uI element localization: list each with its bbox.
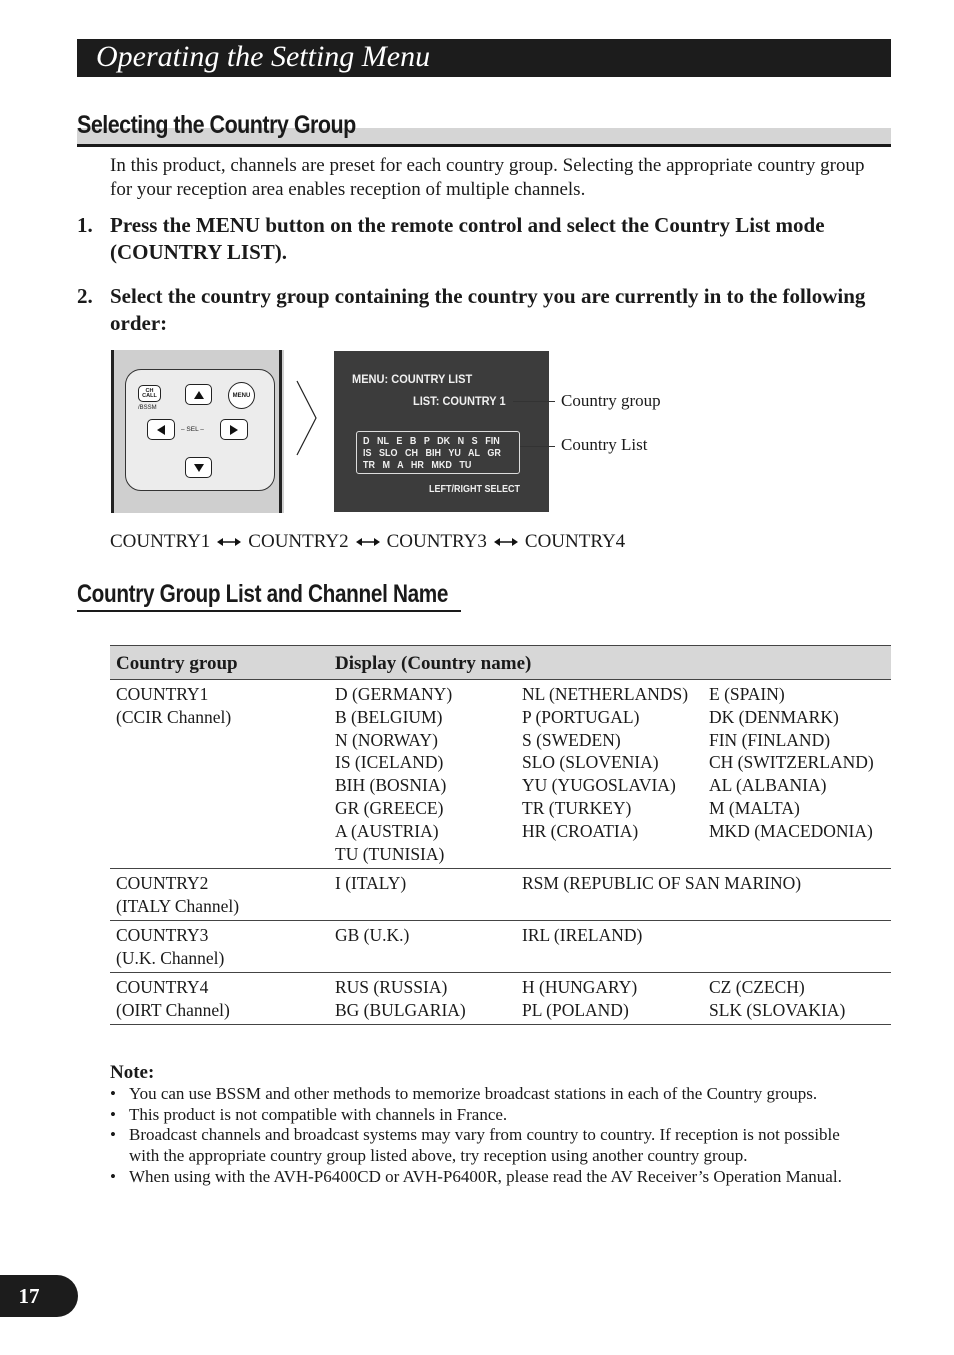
remote-edge: [111, 350, 114, 513]
note-item: [110, 1125, 870, 1166]
cell-country: H (HUNGARY) PL (POLAND): [522, 977, 638, 1020]
cell-country: GB (U.K.): [335, 925, 410, 945]
screen-country-row: D NL E B P DK N S FIN: [363, 436, 500, 447]
left-arrow-icon: [157, 425, 165, 435]
bullet: •: [110, 1104, 116, 1124]
sequence-item: COUNTRY4: [524, 531, 626, 552]
up-arrow-icon: [194, 391, 204, 399]
display-screen: [334, 351, 549, 512]
bullet: •: [110, 1166, 116, 1186]
table-header: [110, 645, 891, 680]
cell-group: COUNTRY1 (CCIR Channel): [116, 684, 232, 727]
page-number-tab: [0, 1275, 78, 1317]
remote-edge: [279, 350, 282, 513]
pointer-arrow-icon: [294, 379, 320, 457]
cell-country: D (GERMANY) B (BELGIUM) N (NORWAY) IS (ICELAND) BIH (BOSNIA) GR (GREECE) A (AUSTRIA) TU (TUNISIA): [335, 684, 453, 864]
cell-country: E (SPAIN) DK (DENMARK) FIN (FINLAND) CH (SWITZERLAND) AL (ALBANIA) M (MALTA) MKD (MACEDONIA): [709, 684, 874, 841]
page-title: Operating the Setting Menu: [96, 40, 431, 73]
screen-title: MENU: COUNTRY LIST: [352, 372, 473, 386]
section-heading-country-group: [77, 111, 891, 148]
heading-rule: [77, 610, 461, 612]
sequence-item: COUNTRY3: [386, 531, 487, 552]
note-heading: Note:: [110, 1062, 155, 1083]
note-text: When using with the AVH-P6400CD or AVH-P6400R, please read the AV Receiver’s Operation Manual.: [129, 1166, 842, 1186]
sel-label: – SEL –: [181, 426, 204, 433]
table-row: [110, 680, 891, 869]
bullet: •: [110, 1084, 116, 1103]
section-title: Country Group List and Channel Name: [77, 580, 449, 608]
screen-list-value: LIST: COUNTRY 1: [413, 394, 506, 408]
bullet: •: [110, 1125, 116, 1145]
right-arrow-icon: [230, 425, 238, 435]
callout-leader: [520, 446, 555, 447]
screen-country-list-box: [356, 431, 520, 474]
up-arrow-button: [185, 384, 212, 405]
header-bar: [77, 39, 891, 77]
note-text: This product is not compatible with channels in France.: [129, 1104, 508, 1124]
cell-group: COUNTRY4 (OIRT Channel): [116, 977, 230, 1020]
cell-country: I (ITALY): [335, 873, 407, 893]
header-country-group: Country group: [116, 653, 238, 674]
note-text: Broadcast channels and broadcast systems may vary from country to country. If reception is not possible with the appropriate country group listed above, try reception using another country group.: [129, 1125, 840, 1166]
remote-control-illustration: [111, 350, 284, 513]
note-item: [110, 1105, 870, 1126]
cell-country: NL (NETHERLANDS) P (PORTUGAL) S (SWEDEN) SLO (SLOVENIA) YU (YUGOSLAVIA) TR (TURKEY) HR (CROATIA): [522, 684, 689, 841]
page-number: 17: [18, 1283, 40, 1308]
sequence-item: COUNTRY2: [248, 531, 349, 552]
table-row: [110, 869, 891, 921]
screen-country-row: IS SLO CH BIH YU AL GR: [363, 448, 501, 459]
country-sequence: [110, 531, 625, 553]
remote-button-plate: [125, 369, 275, 491]
heading-rule: [77, 144, 891, 147]
section-heading-channel-name: [77, 580, 524, 613]
right-arrow-button: [220, 419, 248, 440]
intro-paragraph: In this product, channels are preset for each country group. Selecting the appropriate country group for your reception area enables reception of multiple channels.: [110, 155, 865, 200]
step-text: Press the MENU button on the remote control and select the Country List mode (COUNTRY LIST).: [110, 213, 825, 264]
sequence-item: COUNTRY1: [110, 531, 211, 552]
country-group-table: [110, 645, 891, 1025]
down-arrow-button: [185, 457, 212, 478]
cell-group: COUNTRY3 (U.K. Channel): [116, 925, 225, 968]
ch-call-button: CH CALL: [138, 385, 161, 402]
screen-country-row: TR M A HR MKD TU: [363, 460, 472, 471]
step-text: Select the country group containing the country you are currently in to the following order:: [110, 284, 866, 335]
note-item: [110, 1167, 870, 1188]
header-display: Display (Country name): [335, 653, 532, 674]
double-arrow-icon: [494, 537, 518, 547]
double-arrow-icon: [217, 537, 241, 547]
callout-leader: [513, 401, 555, 402]
section-title: Selecting the Country Group: [77, 111, 356, 139]
callout-country-group: Country group: [561, 391, 661, 410]
callout-country-list: Country List: [561, 435, 648, 454]
screen-select-hint: LEFT/RIGHT SELECT: [429, 484, 520, 495]
bssm-label: /BSSM: [138, 405, 157, 411]
note-item: [110, 1084, 870, 1105]
down-arrow-icon: [194, 464, 204, 472]
cell-country: IRL (IRELAND): [522, 925, 643, 945]
cell-group: COUNTRY2 (ITALY Channel): [116, 873, 240, 916]
note-text: You can use BSSM and other methods to memorize broadcast stations in each of the Country groups.: [129, 1084, 818, 1103]
left-arrow-button: [147, 419, 175, 440]
double-arrow-icon: [356, 537, 380, 547]
menu-button: MENU: [228, 382, 255, 409]
cell-country: RUS (RUSSIA) BG (BULGARIA): [335, 977, 466, 1020]
note-list: [110, 1084, 870, 1188]
step-number: 2.: [77, 284, 93, 308]
step-number: 1.: [77, 213, 93, 237]
cell-country: CZ (CZECH) SLK (SLOVAKIA): [709, 977, 846, 1020]
table-row: [110, 973, 891, 1025]
cell-country: RSM (REPUBLIC OF SAN MARINO): [522, 873, 802, 893]
table-row: [110, 921, 891, 973]
